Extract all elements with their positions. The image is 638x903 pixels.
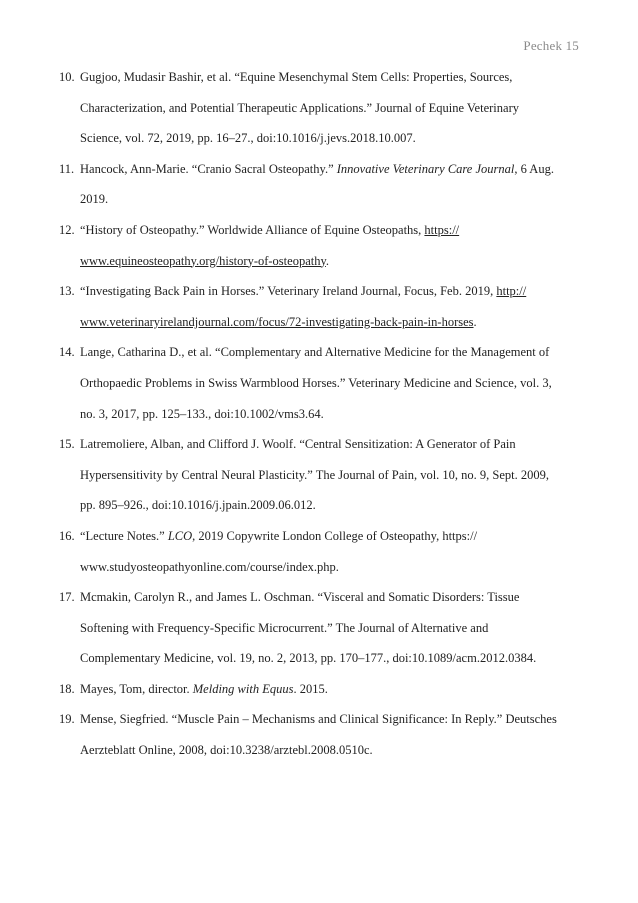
citation-line-text: 2019. [80,192,109,207]
citation-line-text: Hypersensitivity by Central Neural Plasticity.” The Journal of Pain, vol. 10, no. 9, Sept. 2009, [80,467,550,482]
citation-italic-title: Innovative Veterinary Care Journal [336,161,515,176]
citation-text [80,429,580,521]
citation-line-text: Complementary Medicine, vol. 19, no. 2, 2013, pp. 170–177., doi:10.1089/acm.2012.0384. [80,651,537,666]
citation-line [80,368,580,399]
citation-line-text: “History of Osteopathy.” Worldwide Alliance of Equine Osteopaths, [80,222,425,237]
citation-number: 13. [59,284,75,299]
citation-line-text: . [325,253,330,268]
citation-line-text: Characterization, and Potential Therapeutic Applications.” Journal of Equine Veterinary [80,100,519,115]
citation-line [80,399,580,430]
citation-link[interactable]: www.veterinaryirelandjournal.com/focus/72-investigating-back-pain-in-horses [80,314,474,329]
citation-line [80,613,580,644]
citation-number: 14. [59,345,75,360]
citation-line [80,552,580,583]
citation-line-text: Mense, Siegfried. “Muscle Pain – Mechanisms and Clinical Significance: In Reply.” Deutsches [80,712,557,727]
citation-number: 10. [59,70,75,84]
citation-line [80,154,580,185]
citation-line [80,337,580,368]
citation-line [80,246,580,277]
citation-number: 17. [59,590,75,605]
citation-line [80,643,580,674]
citation-number: 19. [59,712,75,727]
citation-entry [0,582,638,674]
citation-entry [0,215,638,276]
citation-line-text: Science, vol. 72, 2019, pp. 16–27., doi:10.1016/j.jevs.2018.10.007. [80,131,416,146]
citation-entry [0,674,638,705]
citation-line-text: “Investigating Back Pain in Horses.” Veterinary Ireland Journal, Focus, Feb. 2019, [80,284,497,299]
citation-line-text: . 2015. [293,681,328,696]
citation-number: 11. [59,161,75,176]
citation-text [80,62,580,154]
citation-italic-title: LCO [167,528,193,543]
citation-line-text: , 6 Aug. [514,161,554,176]
citation-entry [0,337,638,429]
citation-line-text: Mayes, Tom, director. [80,681,193,696]
citation-line [80,215,580,246]
citation-line-text: Orthopaedic Problems in Swiss Warmblood Horses.” Veterinary Medicine and Science, vol. 3, [80,375,552,390]
citation-line [80,674,580,705]
citation-text [80,521,580,582]
citation-text [80,154,580,215]
citation-link[interactable]: http:// [496,284,527,299]
citation-line-text: no. 3, 2017, pp. 125–133., doi:10.1002/vms3.64. [80,406,324,421]
citation-line [80,276,580,307]
citation-line-text: Hancock, Ann-Marie. “Cranio Sacral Osteopathy.” [80,161,337,176]
citation-text [80,215,580,276]
citation-line [80,582,580,613]
citation-line [80,123,580,154]
citation-line-text: www.studyosteopathyonline.com/course/index.php. [80,559,339,574]
citation-line [80,62,580,93]
citation-entry [0,62,638,154]
citation-line-text: , 2019 Copywrite London College of Osteopathy, https:// [192,528,478,543]
citation-line-text: Aerzteblatt Online, 2008, doi:10.3238/arztebl.2008.0510c. [80,743,373,758]
citation-italic-title: Melding with Equus [192,681,294,696]
citation-link[interactable]: https:// [424,222,460,237]
citation-line-text: Gugjoo, Mudasir Bashir, et al. “Equine Mesenchymal Stem Cells: Properties, Sources, [80,70,513,84]
citation-line-text: . [473,314,477,329]
citation-line-text: Lange, Catharina D., et al. “Complementary and Alternative Medicine for the Management of [80,345,550,360]
citation-line-text: Mcmakin, Carolyn R., and James L. Oschman. “Visceral and Somatic Disorders: Tissue [80,590,520,605]
citation-number: 18. [59,681,75,696]
citation-number: 16. [59,528,75,543]
citation-line [80,307,580,338]
citation-text [80,276,580,337]
citation-line [80,521,580,552]
citation-line-text: Softening with Frequency-Specific Microcurrent.” The Journal of Alternative and [80,620,489,635]
citation-line [80,704,580,735]
running-head: Pechek 15 [523,38,579,53]
citation-line-text: pp. 895–926., doi:10.1016/j.jpain.2009.06.012. [80,498,316,513]
citation-line-text: Latremoliere, Alban, and Clifford J. Woolf. “Central Sensitization: A Generator of Pain [80,437,516,452]
citation-entry [0,154,638,215]
citation-line-text: “Lecture Notes.” [80,528,168,543]
citation-line [80,184,580,215]
citation-text [80,582,580,674]
citation-text [80,337,580,429]
citation-line [80,735,580,766]
citation-line [80,93,580,124]
works-cited-list [0,62,638,766]
citation-text [80,704,580,765]
citation-line [80,490,580,521]
citation-line [80,429,580,460]
citation-number: 12. [59,222,75,237]
citation-entry [0,704,638,765]
citation-line [80,460,580,491]
citation-entry [0,429,638,521]
citation-text [80,674,580,705]
citation-link[interactable]: www.equineosteopathy.org/history-of-osteopathy [80,253,326,268]
citation-number: 15. [59,437,75,452]
citation-entry [0,276,638,337]
citation-entry [0,521,638,582]
